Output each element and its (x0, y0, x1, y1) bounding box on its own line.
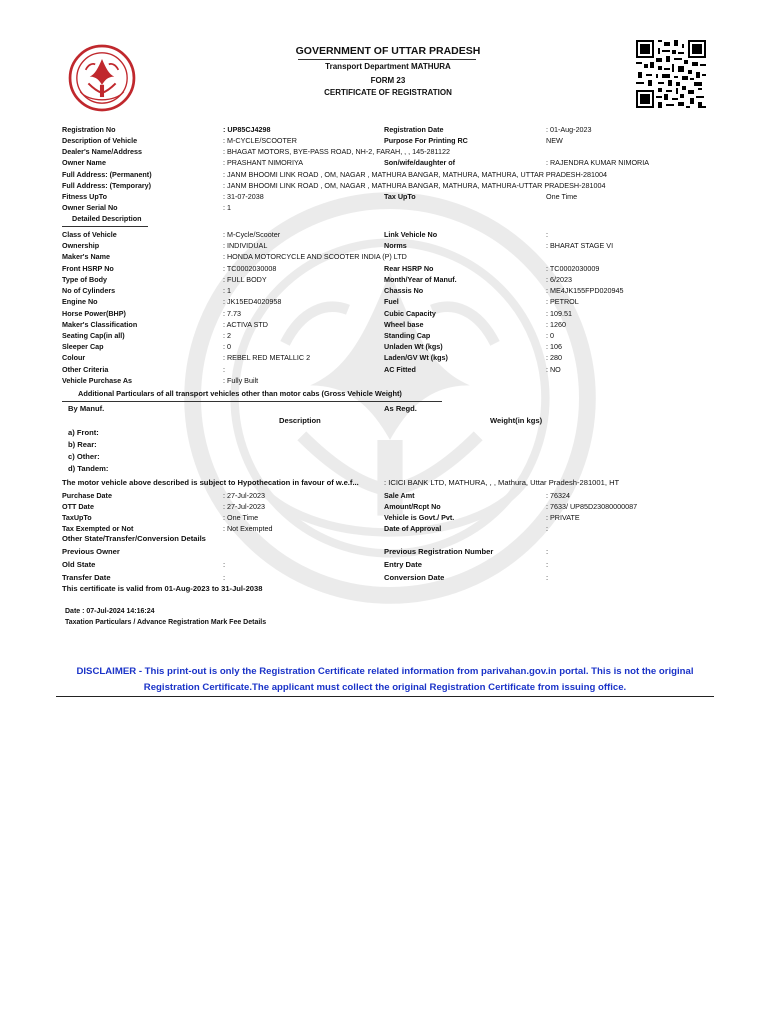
field-value: : 01-Aug-2023 (546, 125, 592, 134)
field-value: : UP85CJ4298 (223, 125, 271, 134)
disclaimer-divider (56, 696, 714, 697)
field-label: Vehicle Purchase As (62, 376, 133, 385)
field-label: Owner Name (62, 158, 106, 167)
field-value: : 1 (223, 286, 231, 295)
field-value: : 6/2023 (546, 275, 572, 284)
field-value: : 76324 (546, 491, 570, 500)
field-label: Dealer's Name/Address (62, 147, 143, 156)
field-label: Maker's Classification (62, 320, 138, 329)
hypothecation-value: : ICICI BANK LTD, MATHURA, , , Mathura, Uttar Pradesh-281001, HT (384, 478, 620, 487)
field-value: : TC0002030009 (546, 264, 600, 273)
field-label: Old State (62, 560, 96, 569)
field-label: Laden/GV Wt (kgs) (384, 353, 448, 362)
field-value: One Time (546, 192, 578, 201)
axle-rear-label: b) Rear: (68, 440, 97, 449)
field-value: : PRIVATE (546, 513, 580, 522)
additional-particulars-title: Additional Particulars of all transport vehicles other than motor cabs (Gross Vehicle Weight) (78, 389, 402, 398)
field-value: : 27-Jul-2023 (223, 491, 265, 500)
field-value: : 1 (223, 203, 231, 212)
field-value: : (223, 573, 226, 582)
disclaimer-line-1: DISCLAIMER - This print-out is only the Registration Certificate related information from parivahan.gov.in portal. This is not the original (76, 666, 694, 677)
field-label: Purpose For Printing RC (384, 136, 468, 145)
field-label: Description of Vehicle (62, 136, 138, 145)
field-label: Tax Exempted or Not (62, 524, 134, 533)
field-value: : HONDA MOTORCYCLE AND SCOOTER INDIA (P) LTD (223, 252, 407, 261)
field-label: Conversion Date (384, 573, 445, 582)
field-value: : 0 (546, 331, 554, 340)
by-manuf-label: By Manuf. (68, 404, 105, 413)
field-value: : REBEL RED METALLIC 2 (223, 353, 311, 362)
field-label: Previous Registration Number (384, 547, 494, 556)
field-value: NEW (546, 136, 563, 145)
field-value: : 7.73 (223, 309, 241, 318)
field-value: : BHAGAT MOTORS, BYE-PASS ROAD, NH-2, FARAH, , , 145-281122 (223, 147, 451, 156)
government-title: GOVERNMENT OF UTTAR PRADESH (295, 45, 481, 57)
header-divider (298, 59, 476, 60)
field-value: : NO (546, 365, 561, 374)
field-value: : 27-Jul-2023 (223, 502, 265, 511)
field-value: : FULL BODY (223, 275, 267, 284)
field-value: : ME4JK155FPD020945 (546, 286, 624, 295)
field-value: : 31-07-2038 (223, 192, 264, 201)
field-value: : JANM BHOOMI LINK ROAD , OM, NAGAR , MATHURA BANGAR, MATHURA, MATHURA-UTTAR PRADESH-281004 (223, 181, 606, 190)
field-label: Sleeper Cap (62, 342, 104, 351)
field-value: : (546, 547, 549, 556)
field-label: Colour (62, 353, 86, 362)
field-label: Fuel (384, 297, 399, 306)
field-label: Link Vehicle No (384, 230, 438, 239)
field-value: : PRASHANT NIMORIYA (223, 158, 304, 167)
field-label: Sale Amt (384, 491, 415, 500)
field-label: Full Address: (Permanent) (62, 170, 152, 179)
field-label: No of Cylinders (62, 286, 116, 295)
field-label: AC Fitted (384, 365, 416, 374)
field-label: Front HSRP No (62, 264, 114, 273)
field-value: : Fully Built (223, 376, 259, 385)
taxation-note: Taxation Particulars / Advance Registration Mark Fee Details (65, 619, 267, 626)
transfer-details-heading: Other State/Transfer/Conversion Details (62, 534, 206, 543)
field-value: : M-CYCLE/SCOOTER (223, 136, 297, 145)
qr-code-icon (634, 38, 708, 110)
field-label: Registration Date (384, 125, 444, 134)
field-label: Seating Cap(in all) (62, 331, 125, 340)
field-label: Horse Power(BHP) (62, 309, 126, 318)
field-label: Son/wife/daughter of (384, 158, 456, 167)
field-label: Fitness UpTo (62, 192, 107, 201)
field-value: : 109.51 (546, 309, 572, 318)
disclaimer (58, 664, 712, 696)
field-label: Wheel base (384, 320, 424, 329)
field-label: Date of Approval (384, 524, 442, 533)
heading-underline (62, 226, 148, 227)
disclaimer-line-2: Registration Certificate.The applicant must collect the original Registration Certificate from issuing office. (143, 682, 627, 693)
department-title: Transport Department MATHURA (325, 62, 451, 71)
field-value: : ACTIVA STD (223, 320, 268, 329)
field-label: Transfer Date (62, 573, 111, 582)
field-value: : 1260 (546, 320, 566, 329)
field-label: Rear HSRP No (384, 264, 434, 273)
field-value: : (223, 560, 226, 569)
as-regd-label: As Regd. (384, 404, 417, 413)
field-label: Purchase Date (62, 491, 112, 500)
field-label: Month/Year of Manuf. (384, 275, 457, 284)
field-value: : 0 (223, 342, 231, 351)
field-label: Chassis No (384, 286, 424, 295)
field-value: : M-Cycle/Scooter (223, 230, 281, 239)
field-value: : BHARAT STAGE VI (546, 241, 614, 250)
field-value: : INDIVIDUAL (223, 241, 268, 250)
field-label: Owner Serial No (62, 203, 118, 212)
field-label: Unladen Wt (kgs) (384, 342, 443, 351)
hypothecation-label: The motor vehicle above described is subject to Hypothecation in favour of w.e.f... (62, 478, 359, 487)
field-label: Previous Owner (62, 547, 120, 556)
field-value: : JANM BHOOMI LINK ROAD , OM, NAGAR , MATHURA BANGAR, MATHURA, MATHURA, UTTAR PRADESH-281004 (223, 170, 608, 179)
additional-underline (62, 401, 442, 402)
detailed-description-heading: Detailed Description (72, 214, 142, 223)
field-label: Maker's Name (62, 252, 111, 261)
field-label: Norms (384, 241, 407, 250)
field-value: : JK15ED4020958 (223, 297, 282, 306)
field-value: : TC0002030008 (223, 264, 277, 273)
axle-other-label: c) Other: (68, 452, 100, 461)
field-label: Entry Date (384, 560, 422, 569)
field-label: Vehicle is Govt./ Pvt. (384, 513, 455, 522)
field-label: TaxUpTo (62, 513, 92, 522)
field-value: : 7633/ UP85D23080000087 (546, 502, 638, 511)
up-state-emblem-icon (68, 44, 136, 112)
field-label: Tax UpTo (384, 192, 416, 201)
field-label: Full Address: (Temporary) (62, 181, 152, 190)
certificate-title: CERTIFICATE OF REGISTRATION (324, 88, 452, 97)
field-label: Ownership (62, 241, 100, 250)
field-value: : One Time (223, 513, 259, 522)
field-label: Type of Body (62, 275, 107, 284)
field-value: : Not Exempted (223, 524, 273, 533)
field-value: : PETROL (546, 297, 579, 306)
field-value: : (546, 573, 549, 582)
field-value: : 280 (546, 353, 562, 362)
form-title: FORM 23 (370, 76, 406, 85)
field-value: : 106 (546, 342, 562, 351)
description-column-header: Description (279, 416, 321, 425)
field-value: : (546, 524, 548, 533)
field-value: : 2 (223, 331, 231, 340)
field-value: : (546, 230, 548, 239)
field-label: Engine No (62, 297, 98, 306)
field-label: OTT Date (62, 502, 94, 511)
field-label: Amount/Rcpt No (384, 502, 441, 511)
field-label: Registration No (62, 125, 116, 134)
field-label: Standing Cap (384, 331, 431, 340)
validity-statement: This certificate is valid from 01-Aug-2023 to 31-Jul-2038 (62, 584, 263, 593)
axle-front-label: a) Front: (68, 428, 99, 437)
weight-column-header: Weight(in kgs) (490, 416, 543, 425)
field-value: : (223, 365, 225, 374)
field-label: Class of Vehicle (62, 230, 117, 239)
field-label: Cubic Capacity (384, 309, 436, 318)
axle-tandem-label: d) Tandem: (68, 464, 109, 473)
field-value: : RAJENDRA KUMAR NIMORIA (546, 158, 650, 167)
print-date: Date : 07-Jul-2024 14:16:24 (65, 608, 155, 615)
field-label: Other Criteria (62, 365, 109, 374)
field-value: : (546, 560, 549, 569)
